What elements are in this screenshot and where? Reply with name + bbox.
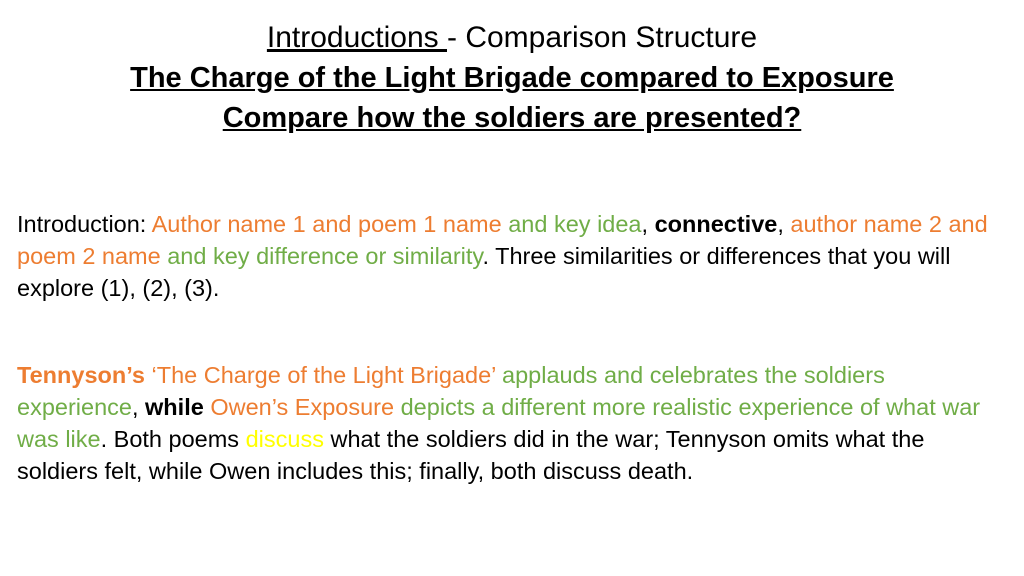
- example-owen: Owen’s Exposure: [203, 394, 395, 420]
- example-while: while: [145, 394, 204, 420]
- title-rest: - Comparison Structure: [447, 21, 758, 54]
- subtitle-poems: The Charge of the Light Brigade compared to Exposure: [130, 62, 894, 94]
- example-depicts: depicts a different more realistic experience of what war was like: [17, 394, 981, 452]
- intro-comma-1: ,: [641, 211, 655, 237]
- example-comma: ,: [131, 394, 146, 420]
- example-paragraph: [17, 359, 1007, 487]
- subtitle-question: Compare how the soldiers are presented?: [222, 102, 802, 134]
- intro-connective: connective: [654, 211, 778, 237]
- intro-author1: Author name 1 and poem 1 name: [151, 211, 502, 237]
- intro-rest: . Three similarities or differences that you will explore (1), (2), (3).: [17, 243, 951, 301]
- intro-key-idea: and key idea: [501, 211, 642, 237]
- example-applauds: applauds and celebrates the soldiers experience: [17, 362, 885, 420]
- example-discuss: discuss: [245, 426, 324, 452]
- intro-key-difference: and key difference or similarity: [160, 243, 483, 269]
- intro-label: Introduction:: [17, 211, 152, 237]
- example-poem1: ‘The Charge of the Light Brigade’: [144, 362, 496, 388]
- example-rest: what the soldiers did in the war; Tennyson omits what the soldiers felt, while Owen includes this; finally, both discuss death.: [17, 426, 925, 484]
- intro-comma-2: ,: [777, 211, 791, 237]
- intro-author2: author name 2 and poem 2 name: [17, 211, 988, 269]
- example-both-poems: . Both poems: [100, 426, 246, 452]
- example-tennyson: Tennyson’s: [17, 362, 145, 388]
- title-block: [0, 18, 1024, 138]
- title-underlined: Introductions: [266, 21, 447, 54]
- page-title: [0, 18, 1024, 58]
- intro-paragraph: [17, 208, 1007, 304]
